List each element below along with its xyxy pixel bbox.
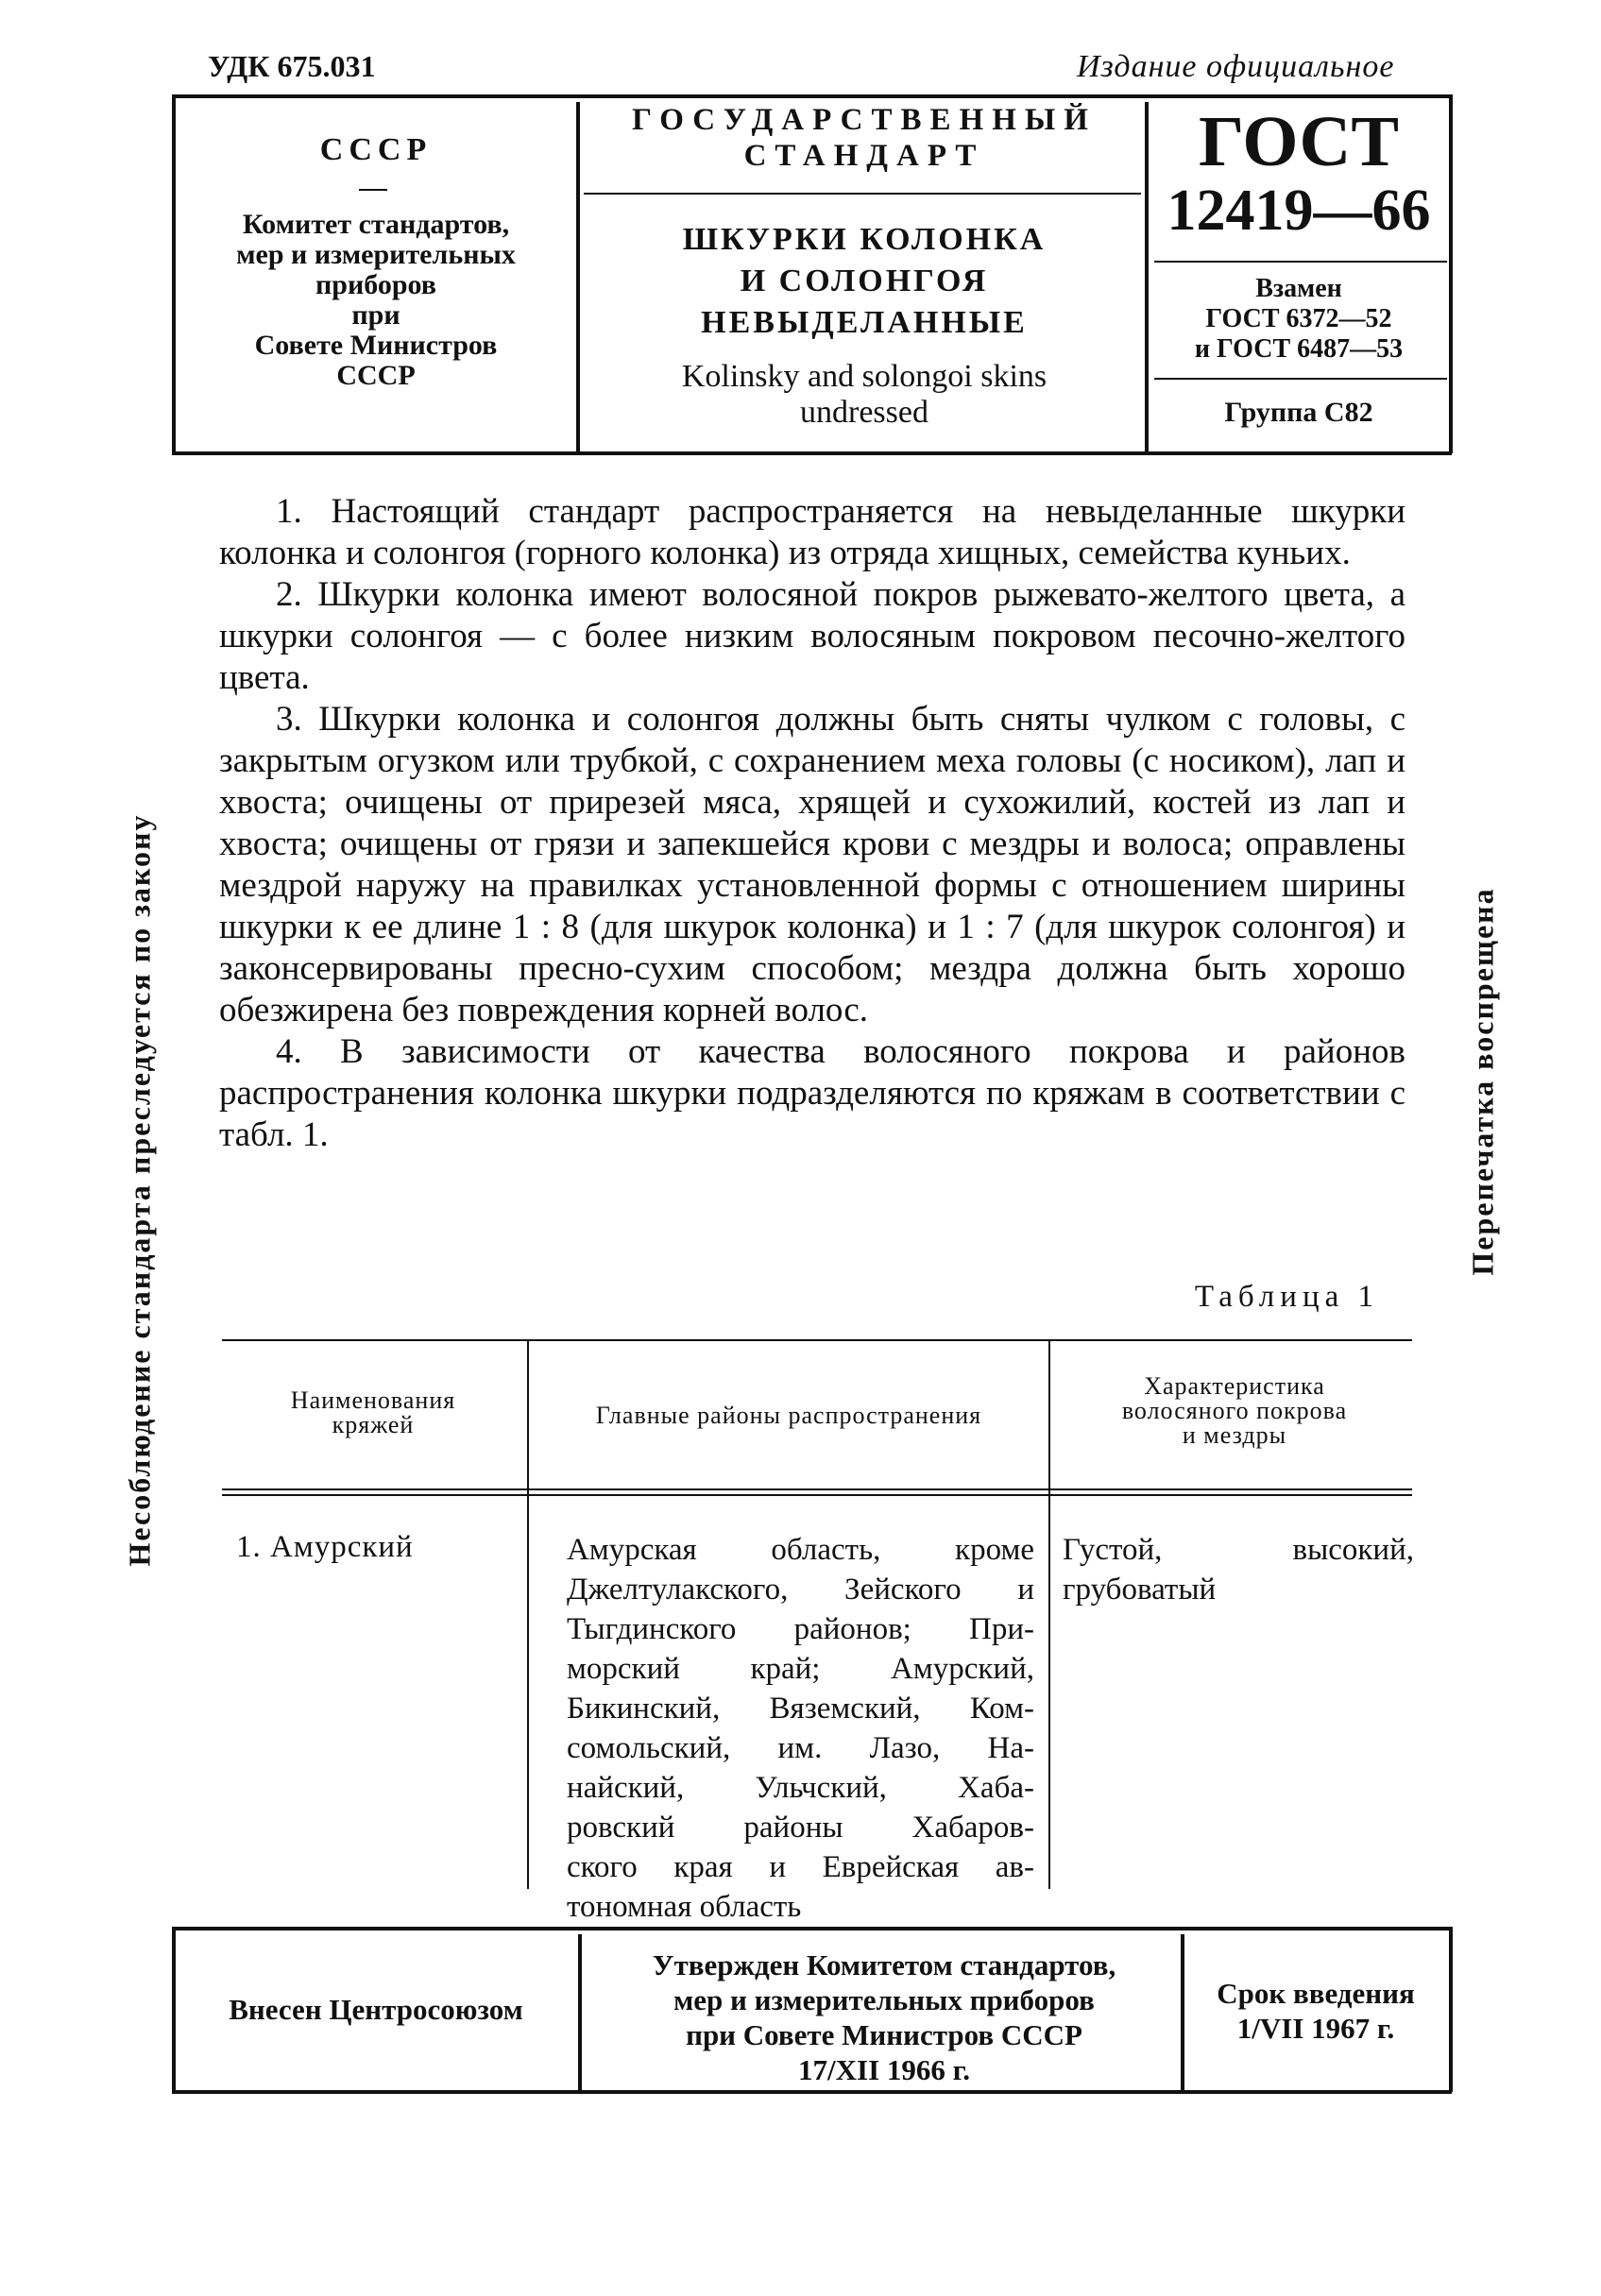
table-caption: Таблица 1 (1194, 1280, 1379, 1314)
edition-note: Издание официальное (1077, 49, 1395, 84)
effective-date: Срок введения 1/VII 1967 г. (1217, 1977, 1415, 2045)
committee-name: Комитет стандартов, мер и измерительных приборов при Совете Министров СССР (236, 209, 516, 391)
table-header-rule-2 (222, 1494, 1412, 1496)
udk-code: УДК 675.031 (208, 49, 376, 83)
country-label: СССР (319, 132, 433, 167)
footer-top-rule (172, 1927, 1452, 1930)
approved-by: Утвержден Комитетом стандартов, мер и измерительных приборов при Совете Министров СССР 17/XII 1966 г. (652, 1948, 1116, 2086)
table-row-characteristic: Густой, высокий, грубоватый (1063, 1533, 1414, 1607)
footer-bottom-rule (172, 2090, 1452, 2094)
table-header-rule-1 (222, 1488, 1412, 1490)
footer-divider-1 (578, 1934, 582, 2090)
header-left-rule (172, 94, 176, 453)
paragraph-1: 1. Настоящий стандарт распространяется на невыделанные шкурки колонка и солонгоя (горного колонка) из отряда хищных, семейства куньих. (219, 492, 1405, 572)
table-header-name: Наименования кряжей (290, 1386, 456, 1438)
table-header-regions: Главные районы распространения (595, 1402, 982, 1429)
introduced-by: Внесен Центросоюзом (229, 1993, 523, 2026)
replaces-note: Взамен ГОСТ 6372—52 и ГОСТ 6487—53 (1194, 274, 1404, 364)
paragraph-2: 2. Шкурки колонка имеют волосяной покров рыжевато-желтого цвета, а шкурки солонгоя — с более низким волосяным покровом песочно-желтого цвета. (219, 575, 1405, 697)
standard-title-ru: ШКУРКИ КОЛОНКА И СОЛОНГОЯ НЕВЫДЕЛАННЫЕ (682, 222, 1047, 340)
header-bottom-rule (172, 451, 1452, 455)
gost-number: 12419—66 (1167, 179, 1431, 243)
standard-title-en: Kolinsky and solongoi skins undressed (681, 359, 1047, 430)
paragraph-4: 4. В зависимости от качества волосяного покрова и районов распространения колонка шкурки подразделяются по кряжам в соответствии с табл. 1. (219, 1032, 1405, 1154)
header-divider-2 (1145, 102, 1149, 453)
group-code: Группа С82 (1224, 397, 1373, 428)
paragraph-3: 3. Шкурки колонка и солонгоя должны быть сняты чулком с головы, с закрытым огузком или трубкой, с сохранением меха головы (с носиком), лап и хвоста; очищены от прирезей мяса, хрящей и сухожилий, костей из лап и хвоста; очищены от грязи и запекшейся крови с мездры и волоса; оправлены мездрой наружу на правилках установленной формы с отношением ширины шкурки к ее длине 1 : 8 (для шкурок колонка) и 1 : 7 (для шкурок солонгоя) и законсервированы пресно-сухим способом; мездра должна быть хорошо обезжирена без повреждения корней волос. (219, 700, 1405, 1029)
header-right-rule (1449, 94, 1453, 453)
gost-label: ГОСТ (1198, 102, 1400, 181)
table-row-regions: Амурская область, кроме Джелтулакского, Зейского и Тыгдинского районов; При- морский край; Амурский, Бикинский, Вяземский, Ком- сомольский, им. Лазо, На- найский, Ульчский, Хаба- ровский районы Хабаров- ского края и Еврейская ав- тономная область (567, 1533, 1034, 1924)
gost-sep-1 (1154, 261, 1447, 263)
center-sep (584, 193, 1141, 195)
body-text (219, 491, 1405, 1156)
table-header-characteristic: Характеристика волосяного покрова и мездры (1121, 1372, 1348, 1449)
footer-right-rule (1449, 1927, 1453, 2092)
gost-sep-2 (1154, 378, 1447, 380)
side-note-reprint: Перепечатка воспрещена (1465, 887, 1500, 1276)
table-top-rule (222, 1339, 1412, 1341)
footer-left-rule (172, 1927, 176, 2092)
header-top-rule (172, 94, 1452, 98)
side-note-law: Несоблюдение стандарта преследуется по закону (122, 813, 157, 1567)
country-dash (359, 189, 387, 191)
table-row-name: 1. Амурский (236, 1530, 414, 1564)
footer-divider-2 (1181, 1934, 1184, 2090)
header-divider-1 (576, 102, 580, 453)
standard-kind: ГОСУДАРСТВЕННЫЙ СТАНДАРТ (632, 103, 1097, 173)
